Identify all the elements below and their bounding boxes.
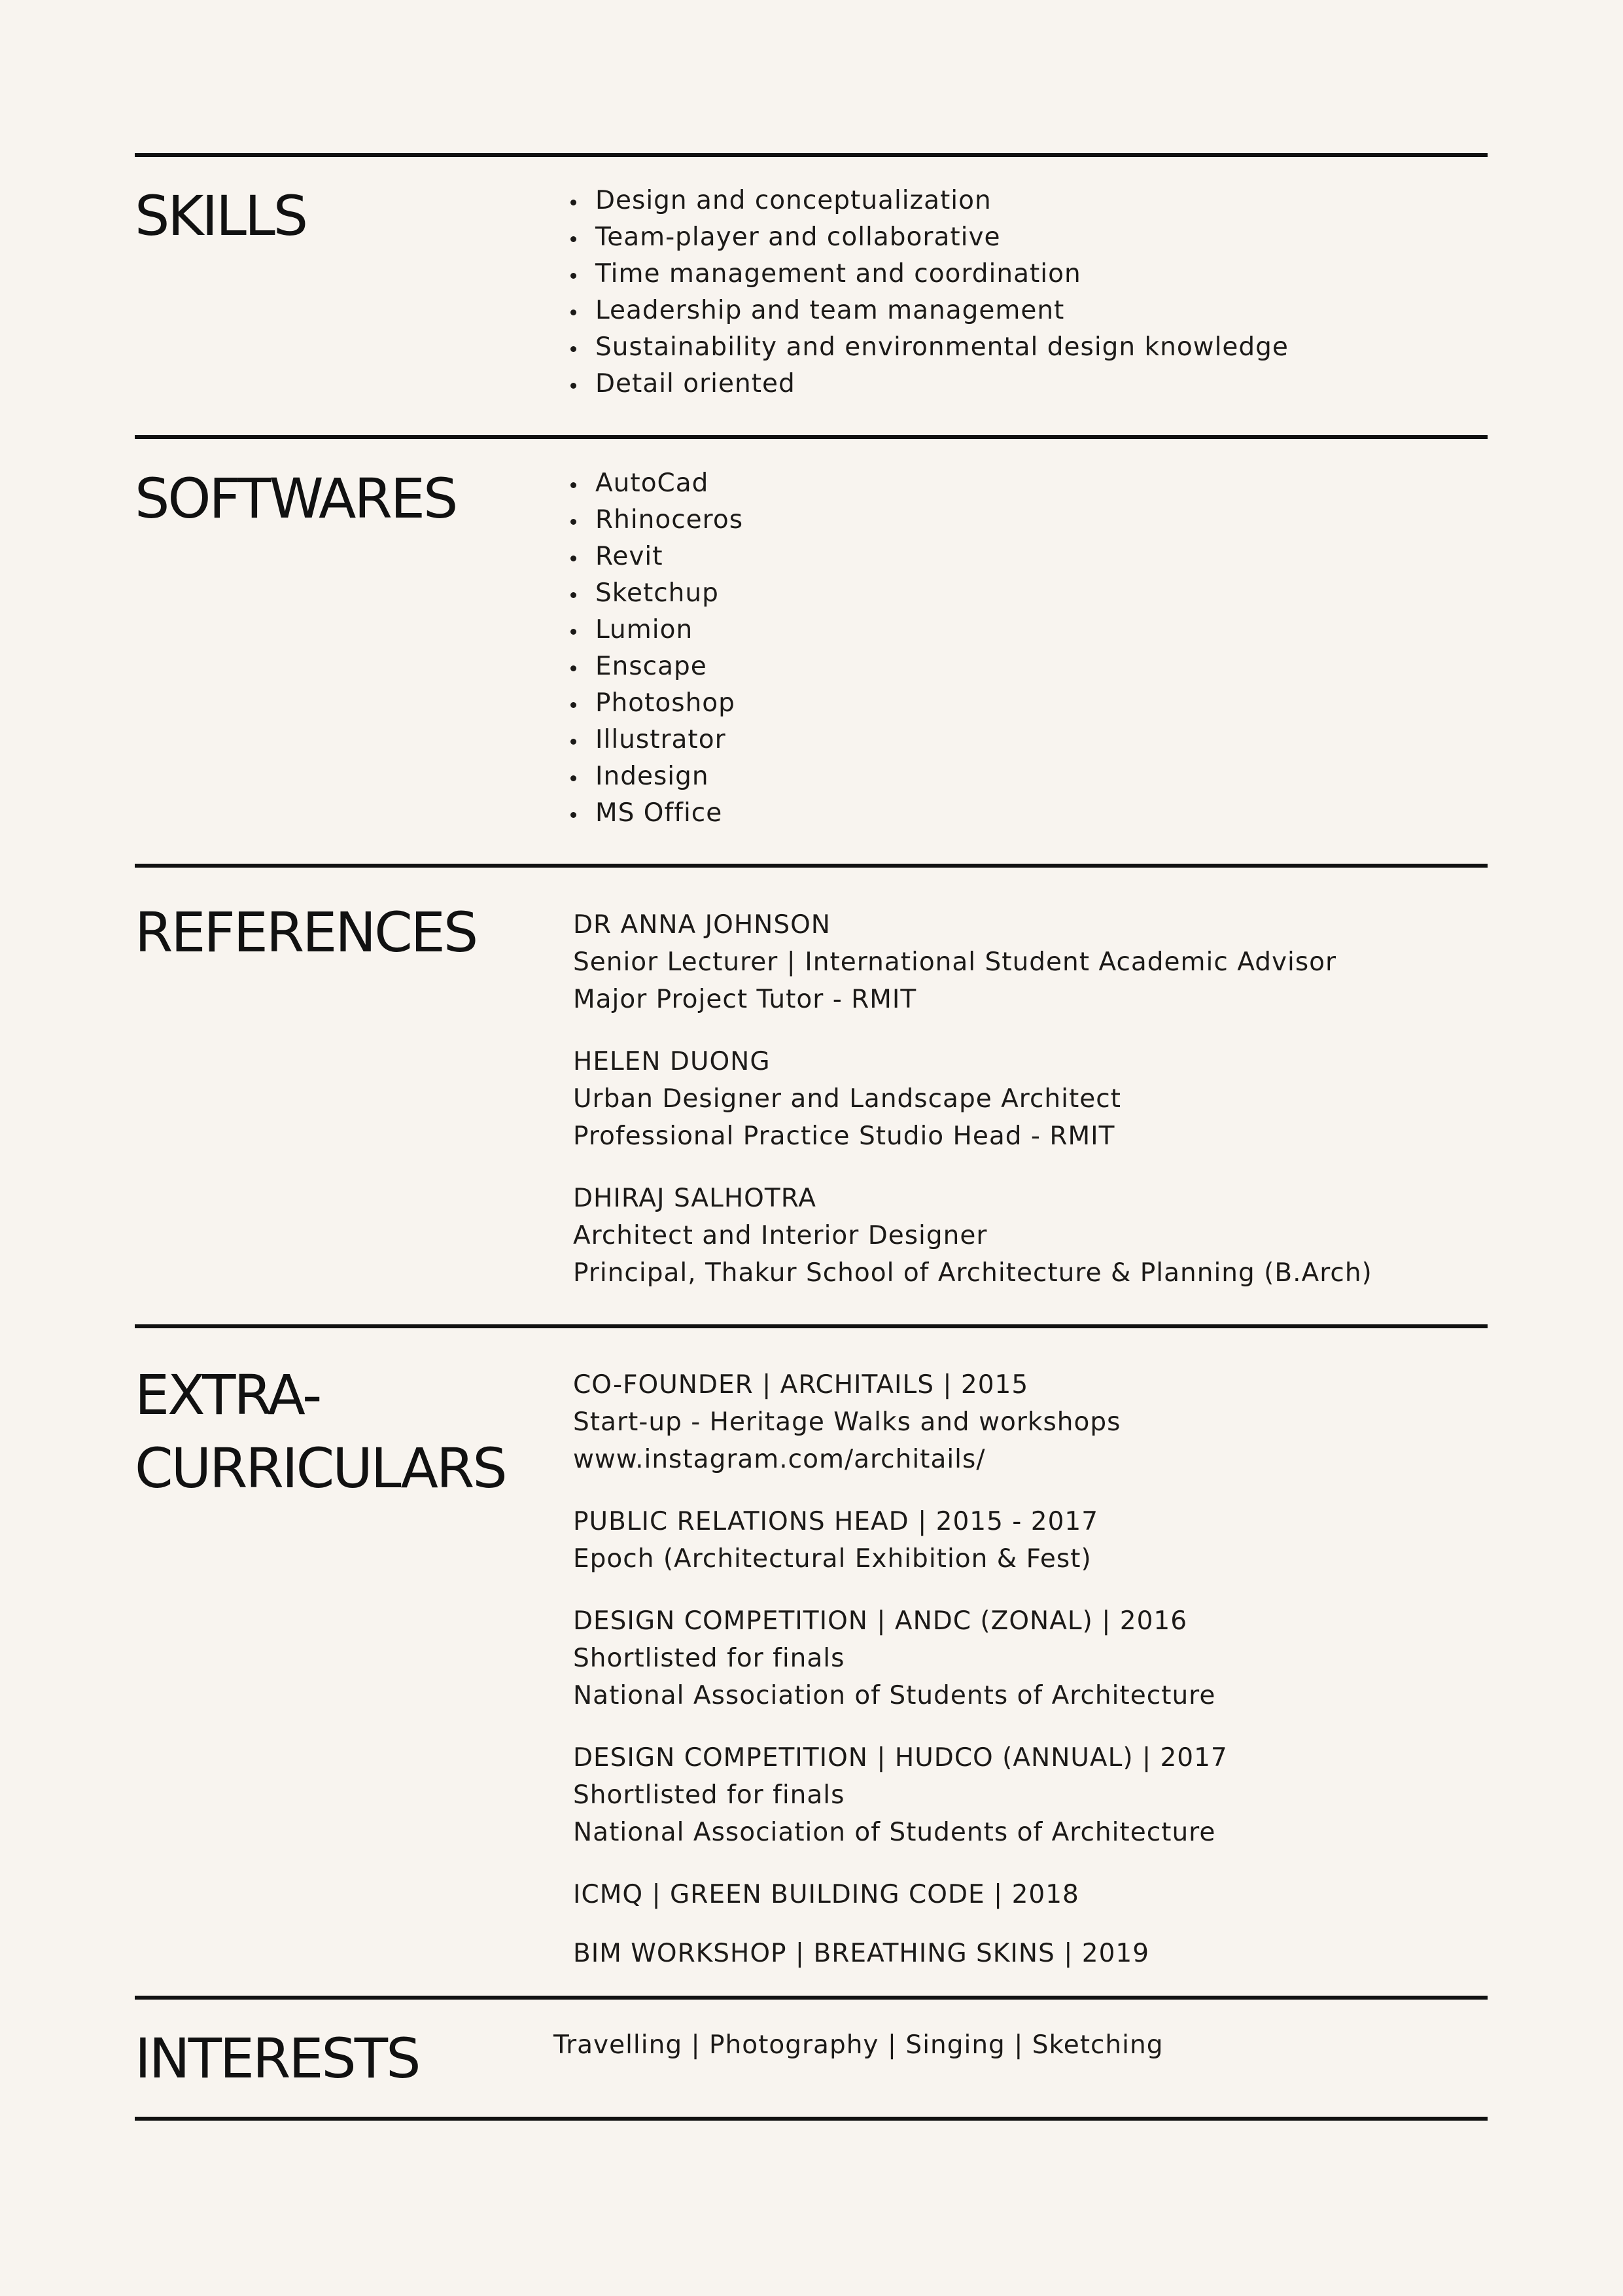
skills-heading: SKILLS xyxy=(135,184,307,248)
activity-title: PUBLIC RELATIONS HEAD | 2015 - 2017 xyxy=(573,1507,1099,1536)
reference-name: DR ANNA JOHNSON xyxy=(573,910,831,940)
activity-title: DESIGN COMPETITION | ANDC (ZONAL) | 2016 xyxy=(573,1606,1188,1636)
software-item: Indesign xyxy=(570,758,743,795)
activity-entry xyxy=(573,1876,1228,1913)
reference-title: Architect and Interior Designer xyxy=(573,1221,988,1250)
divider-bottom xyxy=(135,2117,1488,2121)
reference-role: Major Project Tutor - RMIT xyxy=(573,985,917,1014)
activity-detail: National Association of Students of Architecture xyxy=(573,1818,1216,1847)
activity-detail: National Association of Students of Architecture xyxy=(573,1681,1216,1710)
software-item: Sketchup xyxy=(570,575,743,612)
extracurriculars-heading xyxy=(135,1358,506,1505)
references-list xyxy=(573,906,1372,1316)
activity-detail: Shortlisted for finals xyxy=(573,1780,845,1810)
extracurriculars-list xyxy=(573,1366,1228,1997)
reference-title: Urban Designer and Landscape Architect xyxy=(573,1084,1121,1114)
activity-entry xyxy=(573,1503,1228,1578)
software-item: Enscape xyxy=(570,648,743,685)
activity-entry xyxy=(573,1739,1228,1851)
reference-title: Senior Lecturer | International Student Academic Advisor xyxy=(573,947,1337,977)
activity-link[interactable]: www.instagram.com/architails/ xyxy=(573,1445,986,1474)
software-item: Lumion xyxy=(570,612,743,648)
software-item: MS Office xyxy=(570,795,743,832)
divider-skills-softwares xyxy=(135,435,1488,439)
activity-detail: Start-up - Heritage Walks and workshops xyxy=(573,1407,1121,1437)
skill-item: Detail oriented xyxy=(570,366,1289,402)
skill-item: Team-player and collaborative xyxy=(570,219,1289,256)
divider-softwares-references xyxy=(135,864,1488,868)
skill-item: Time management and coordination xyxy=(570,256,1289,292)
references-heading: REFERENCES xyxy=(135,900,477,964)
skills-list xyxy=(570,183,1289,402)
extracurriculars-heading-line-1: EXTRA- xyxy=(135,1363,321,1427)
extracurriculars-heading-line-2: CURRICULARS xyxy=(135,1436,506,1500)
software-item: Illustrator xyxy=(570,722,743,758)
interests-heading: INTERESTS xyxy=(135,2026,419,2091)
software-item: Revit xyxy=(570,539,743,575)
reference-name: DHIRAJ SALHOTRA xyxy=(573,1184,816,1213)
interests-text: Travelling | Photography | Singing | Sketching xyxy=(553,2030,1164,2060)
skill-item: Leadership and team management xyxy=(570,292,1289,329)
reference-name: HELEN DUONG xyxy=(573,1047,771,1076)
software-item: AutoCad xyxy=(570,465,743,502)
software-item: Photoshop xyxy=(570,685,743,722)
softwares-heading: SOFTWARES xyxy=(135,467,457,531)
software-item: Rhinoceros xyxy=(570,502,743,539)
skill-item: Sustainability and environmental design knowledge xyxy=(570,329,1289,366)
activity-detail: Shortlisted for finals xyxy=(573,1644,845,1673)
reference-role: Principal, Thakur School of Architecture & Planning (B.Arch) xyxy=(573,1258,1372,1288)
skill-item: Design and conceptualization xyxy=(570,183,1289,219)
activity-entry xyxy=(573,1366,1228,1478)
activity-entry xyxy=(573,1602,1228,1714)
reference-entry xyxy=(573,1043,1372,1155)
activity-detail: Epoch (Architectural Exhibition & Fest) xyxy=(573,1544,1092,1574)
activity-title: DESIGN COMPETITION | HUDCO (ANNUAL) | 2017 xyxy=(573,1743,1228,1773)
divider-top xyxy=(135,153,1488,157)
divider-references-extracurriculars xyxy=(135,1324,1488,1328)
softwares-list xyxy=(570,465,743,832)
activity-title: BIM WORKSHOP | BREATHING SKINS | 2019 xyxy=(573,1939,1150,1968)
activity-entry xyxy=(573,1935,1228,1972)
reference-entry xyxy=(573,1180,1372,1292)
reference-entry xyxy=(573,906,1372,1018)
activity-title: ICMQ | GREEN BUILDING CODE | 2018 xyxy=(573,1880,1079,1909)
reference-role: Professional Practice Studio Head - RMIT xyxy=(573,1122,1115,1151)
activity-title: CO-FOUNDER | ARCHITAILS | 2015 xyxy=(573,1370,1029,1400)
